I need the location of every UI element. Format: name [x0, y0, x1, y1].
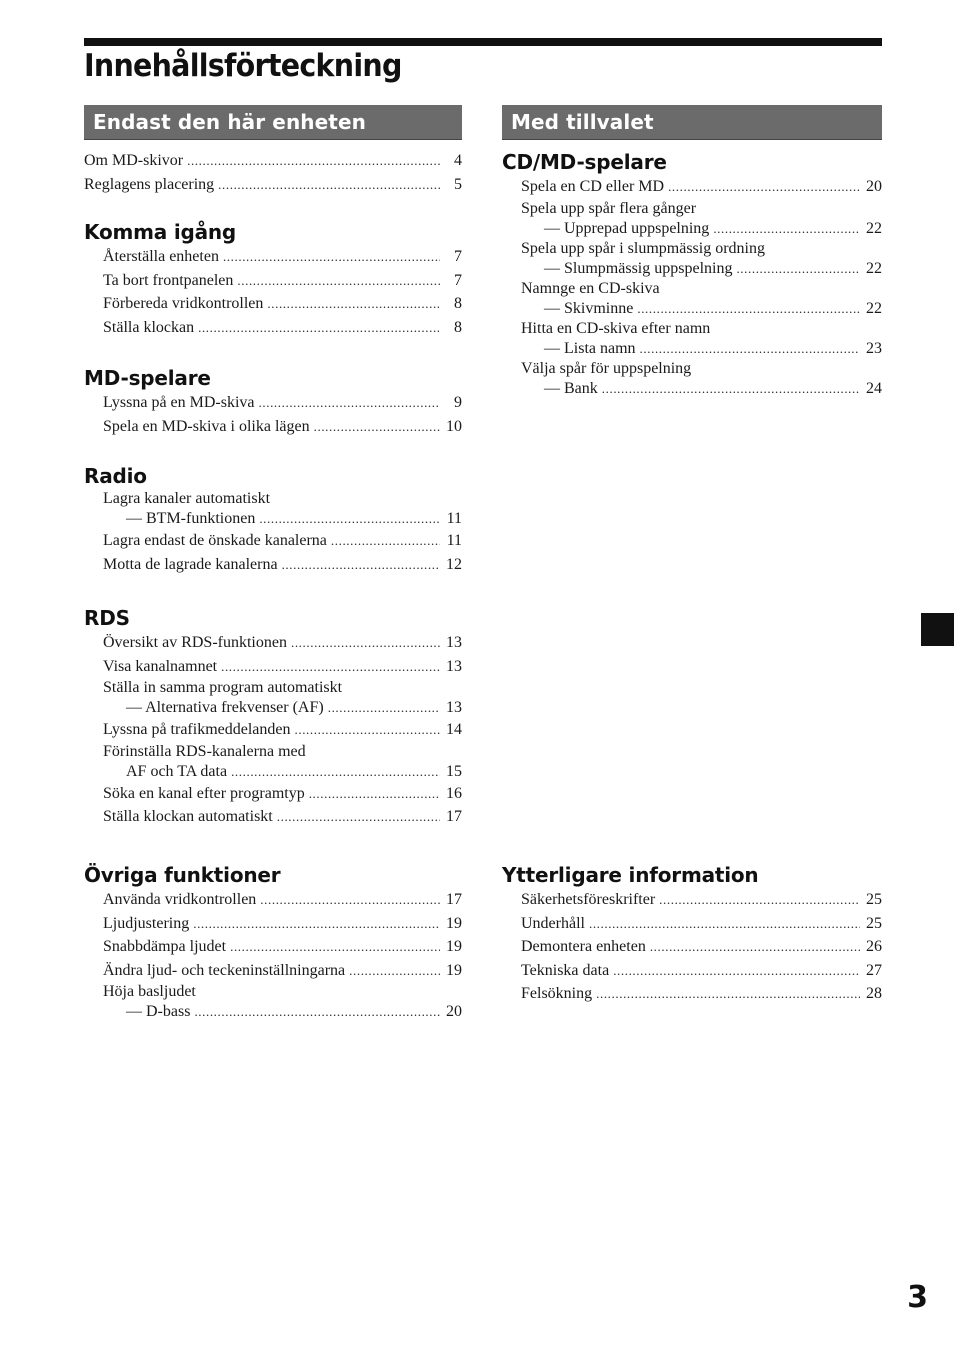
- section-radio: [84, 463, 462, 576]
- toc-entry[interactable]: [103, 912, 462, 936]
- leader-dots: [309, 782, 440, 806]
- toc-entry-page: 19: [446, 914, 462, 932]
- toc-entry-text: Snabbdämpa ljudet: [103, 938, 227, 956]
- toc-entry-page: 13: [446, 634, 462, 651]
- leader-dots: [637, 299, 860, 319]
- toc-entry-page: 26: [866, 938, 882, 956]
- section-title: MD-spelare: [84, 366, 211, 390]
- leader-dots: [328, 698, 440, 718]
- section-intro: [84, 149, 462, 196]
- toc-entry[interactable]: [103, 631, 462, 655]
- toc-entry-text: Spela en CD eller MD: [521, 178, 665, 195]
- leader-dots: [736, 259, 860, 279]
- leader-dots: [277, 805, 440, 829]
- section-title: RDS: [84, 606, 130, 630]
- leader-dots: [331, 529, 440, 553]
- leader-dots: [596, 982, 860, 1006]
- left-column: [84, 105, 462, 1021]
- leader-dots: [223, 245, 440, 269]
- toc-entry-page: 25: [866, 891, 882, 908]
- toc-entry-page: 8: [454, 318, 462, 336]
- toc-entry-page: 22: [866, 219, 882, 237]
- toc-entry-text: — Skivminne: [544, 299, 634, 317]
- section-komma: [84, 219, 462, 339]
- toc-entry-text: Ställa klockan: [103, 318, 195, 336]
- toc-entry[interactable]: [103, 553, 462, 577]
- toc-entry-text: Ljudjustering: [103, 914, 190, 932]
- leader-dots: [260, 888, 440, 912]
- toc-entry-line1: Ställa in samma program automatiskt: [103, 679, 343, 697]
- toc-entry-text: Säkerhetsföreskrifter: [521, 891, 656, 908]
- toc-entry-line1: Förinställa RDS-kanalerna med: [103, 742, 306, 760]
- leader-dots: [267, 292, 440, 316]
- toc-entry-text: Visa kanalnamnet: [103, 657, 218, 675]
- toc-entry[interactable]: [103, 718, 462, 742]
- toc-entry-page: 7: [454, 271, 462, 289]
- toc-entry-page: 13: [446, 657, 462, 675]
- leader-dots: [602, 379, 860, 399]
- section-title: Ytterligare information: [502, 863, 759, 887]
- toc-entry-text: — Bank: [544, 379, 598, 397]
- toc-entry-page: 19: [446, 961, 462, 979]
- section-title: Övriga funktioner: [84, 863, 281, 887]
- toc-entry[interactable]: [103, 391, 462, 415]
- toc-entry[interactable]: [521, 279, 882, 319]
- toc-entry[interactable]: [521, 319, 882, 359]
- toc-entry-text: Lagra endast de önskade kanalerna: [103, 532, 327, 549]
- toc-entry-page: 8: [454, 295, 462, 313]
- toc-entry-line1: Namnge en CD-skiva: [521, 279, 660, 297]
- toc-entry-page: 11: [446, 510, 462, 527]
- leader-dots: [231, 762, 440, 782]
- toc-entry-text: Om MD-skivor: [84, 152, 184, 169]
- leader-dots: [659, 888, 860, 912]
- toc-entry[interactable]: [103, 959, 462, 983]
- toc-entry-text: Spela en MD-skiva i olika lägen: [103, 417, 310, 435]
- toc-entry-page: 20: [866, 178, 882, 195]
- toc-entry-page: 25: [866, 914, 882, 932]
- leader-dots: [314, 415, 440, 439]
- toc-entry-text: Tekniska data: [521, 961, 610, 979]
- toc-entry-page: 15: [446, 762, 462, 780]
- section-title: CD/MD-spelare: [502, 150, 667, 174]
- toc-entry-text: Ställa klockan automatiskt: [103, 808, 273, 826]
- toc-entry[interactable]: [521, 935, 882, 959]
- leader-dots: [295, 718, 441, 742]
- leader-dots: [198, 316, 440, 340]
- leader-dots: [259, 509, 440, 529]
- toc-entry-page: 13: [446, 699, 462, 717]
- toc-entry-text: — Lista namn: [544, 339, 636, 357]
- page-number: 3: [907, 1280, 928, 1315]
- toc-entry-text: — Upprepad uppspelning: [544, 219, 710, 237]
- leader-dots: [237, 269, 440, 293]
- leader-dots: [193, 912, 440, 936]
- leader-dots: [218, 173, 440, 197]
- leader-dots: [282, 553, 440, 577]
- toc-entry[interactable]: [103, 805, 462, 829]
- toc-entry-text: — BTM-funktionen: [126, 510, 256, 527]
- toc-entry-page: 10: [446, 417, 462, 435]
- section-ytterligare: [502, 862, 882, 1006]
- toc-entry[interactable]: [103, 742, 462, 782]
- toc-entry-page: 7: [454, 248, 462, 265]
- toc-entry[interactable]: [103, 269, 462, 293]
- toc-entry-text: Ta bort frontpanelen: [103, 271, 234, 289]
- toc-entry-text: Felsökning: [521, 985, 593, 1003]
- right-banner: Med tillvalet: [502, 105, 882, 140]
- toc-entry-page: 4: [454, 152, 462, 169]
- leader-dots: [613, 959, 860, 983]
- section-rds: [84, 605, 462, 829]
- toc-entry-page: 11: [446, 532, 462, 549]
- toc-entry-line1: Välja spår för uppspelning: [521, 359, 692, 377]
- toc-entry-text: Förbereda vridkontrollen: [103, 295, 264, 313]
- section-title: Radio: [84, 464, 147, 488]
- leader-dots: [259, 391, 440, 415]
- toc-entry-page: 23: [866, 339, 882, 357]
- toc-entry-page: 22: [866, 299, 882, 317]
- toc-entry[interactable]: [521, 175, 882, 199]
- right-column: [502, 105, 882, 1003]
- toc-entry[interactable]: [103, 782, 462, 806]
- section-md: [84, 365, 462, 438]
- toc-entry-text: — Slumpmässig uppspelning: [544, 259, 733, 277]
- toc-entry-text: — Alternativa frekvenser (AF): [126, 699, 324, 717]
- leader-dots: [349, 959, 440, 983]
- page-title: Innehållsförteckning: [84, 48, 402, 84]
- toc-entry[interactable]: [521, 239, 882, 279]
- toc-entry-page: 20: [446, 1003, 462, 1021]
- leader-dots: [194, 1002, 440, 1022]
- toc-entry-text: Lyssna på trafikmeddelanden: [103, 721, 291, 739]
- toc-entry[interactable]: [103, 529, 462, 553]
- toc-entry[interactable]: [103, 678, 462, 718]
- toc-entry[interactable]: [521, 888, 882, 912]
- toc-entry[interactable]: [103, 888, 462, 912]
- toc-entry-text: Ändra ljud- och teckeninställningarna: [103, 961, 346, 979]
- toc-entry[interactable]: [521, 982, 882, 1006]
- toc-entry-line1: Lagra kanaler automatiskt: [103, 490, 271, 507]
- toc-entry[interactable]: [103, 935, 462, 959]
- toc-entry-page: 17: [446, 808, 462, 826]
- toc-entry[interactable]: [103, 292, 462, 316]
- leader-dots: [230, 935, 440, 959]
- toc-entry-text: Använda vridkontrollen: [103, 891, 257, 908]
- toc-entry[interactable]: [521, 359, 882, 399]
- toc-entry[interactable]: [521, 199, 882, 239]
- toc-entry-line1: Höja basljudet: [103, 983, 196, 1001]
- toc-entry[interactable]: [103, 415, 462, 439]
- toc-entry-text: Demontera enheten: [521, 938, 646, 956]
- toc-entry[interactable]: [84, 149, 462, 173]
- left-banner: Endast den här enheten: [84, 105, 462, 140]
- leader-dots: [640, 339, 860, 359]
- toc-entry[interactable]: [84, 173, 462, 197]
- toc-entry-text: Reglagens placering: [84, 175, 215, 193]
- toc-entry-page: 5: [454, 175, 462, 193]
- toc-entry-line1: Spela upp spår flera gånger: [521, 199, 697, 217]
- toc-entry-text: AF och TA data: [126, 762, 228, 780]
- top-rule: [84, 38, 882, 46]
- toc-entry-page: 19: [446, 938, 462, 956]
- toc-entry-page: 27: [866, 961, 882, 979]
- toc-entry-page: 16: [446, 784, 462, 802]
- toc-entry-line1: Hitta en CD-skiva efter namn: [521, 319, 711, 337]
- toc-entry[interactable]: [521, 959, 882, 983]
- section-ovriga: [84, 862, 462, 1022]
- chapter-tab-marker: [921, 613, 954, 646]
- leader-dots: [589, 912, 860, 936]
- leader-dots: [187, 149, 440, 173]
- toc-entry-page: 24: [866, 379, 882, 397]
- leader-dots: [291, 631, 440, 655]
- toc-entry-text: Återställa enheten: [103, 248, 219, 265]
- toc-entry-page: 14: [446, 721, 462, 739]
- leader-dots: [713, 219, 860, 239]
- toc-entry-text: Lyssna på en MD-skiva: [103, 394, 255, 411]
- toc-entry-text: Översikt av RDS-funktionen: [103, 634, 287, 651]
- toc-entry-text: Söka en kanal efter programtyp: [103, 784, 305, 802]
- toc-entry[interactable]: [103, 316, 462, 340]
- toc-entry-page: 22: [866, 259, 882, 277]
- toc-entry[interactable]: [521, 912, 882, 936]
- toc-entry-page: 28: [866, 985, 882, 1003]
- toc-entry[interactable]: [103, 982, 462, 1022]
- leader-dots: [650, 935, 860, 959]
- toc-entry-text: — D-bass: [126, 1003, 191, 1021]
- leader-dots: [221, 655, 440, 679]
- toc-entry-page: 12: [446, 555, 462, 573]
- section-title: Komma igång: [84, 220, 237, 244]
- toc-entry-text: Underhåll: [521, 914, 585, 932]
- leader-dots: [668, 175, 860, 199]
- toc-entry-line1: Spela upp spår i slumpmässig ordning: [521, 239, 765, 257]
- section-cdmd: [502, 149, 882, 399]
- toc-entry[interactable]: [103, 655, 462, 679]
- toc-entry-text: Motta de lagrade kanalerna: [103, 555, 278, 573]
- toc-entry-page: 17: [446, 891, 462, 908]
- toc-entry-page: 9: [454, 394, 462, 411]
- toc-entry[interactable]: [103, 245, 462, 269]
- toc-entry[interactable]: [103, 489, 462, 529]
